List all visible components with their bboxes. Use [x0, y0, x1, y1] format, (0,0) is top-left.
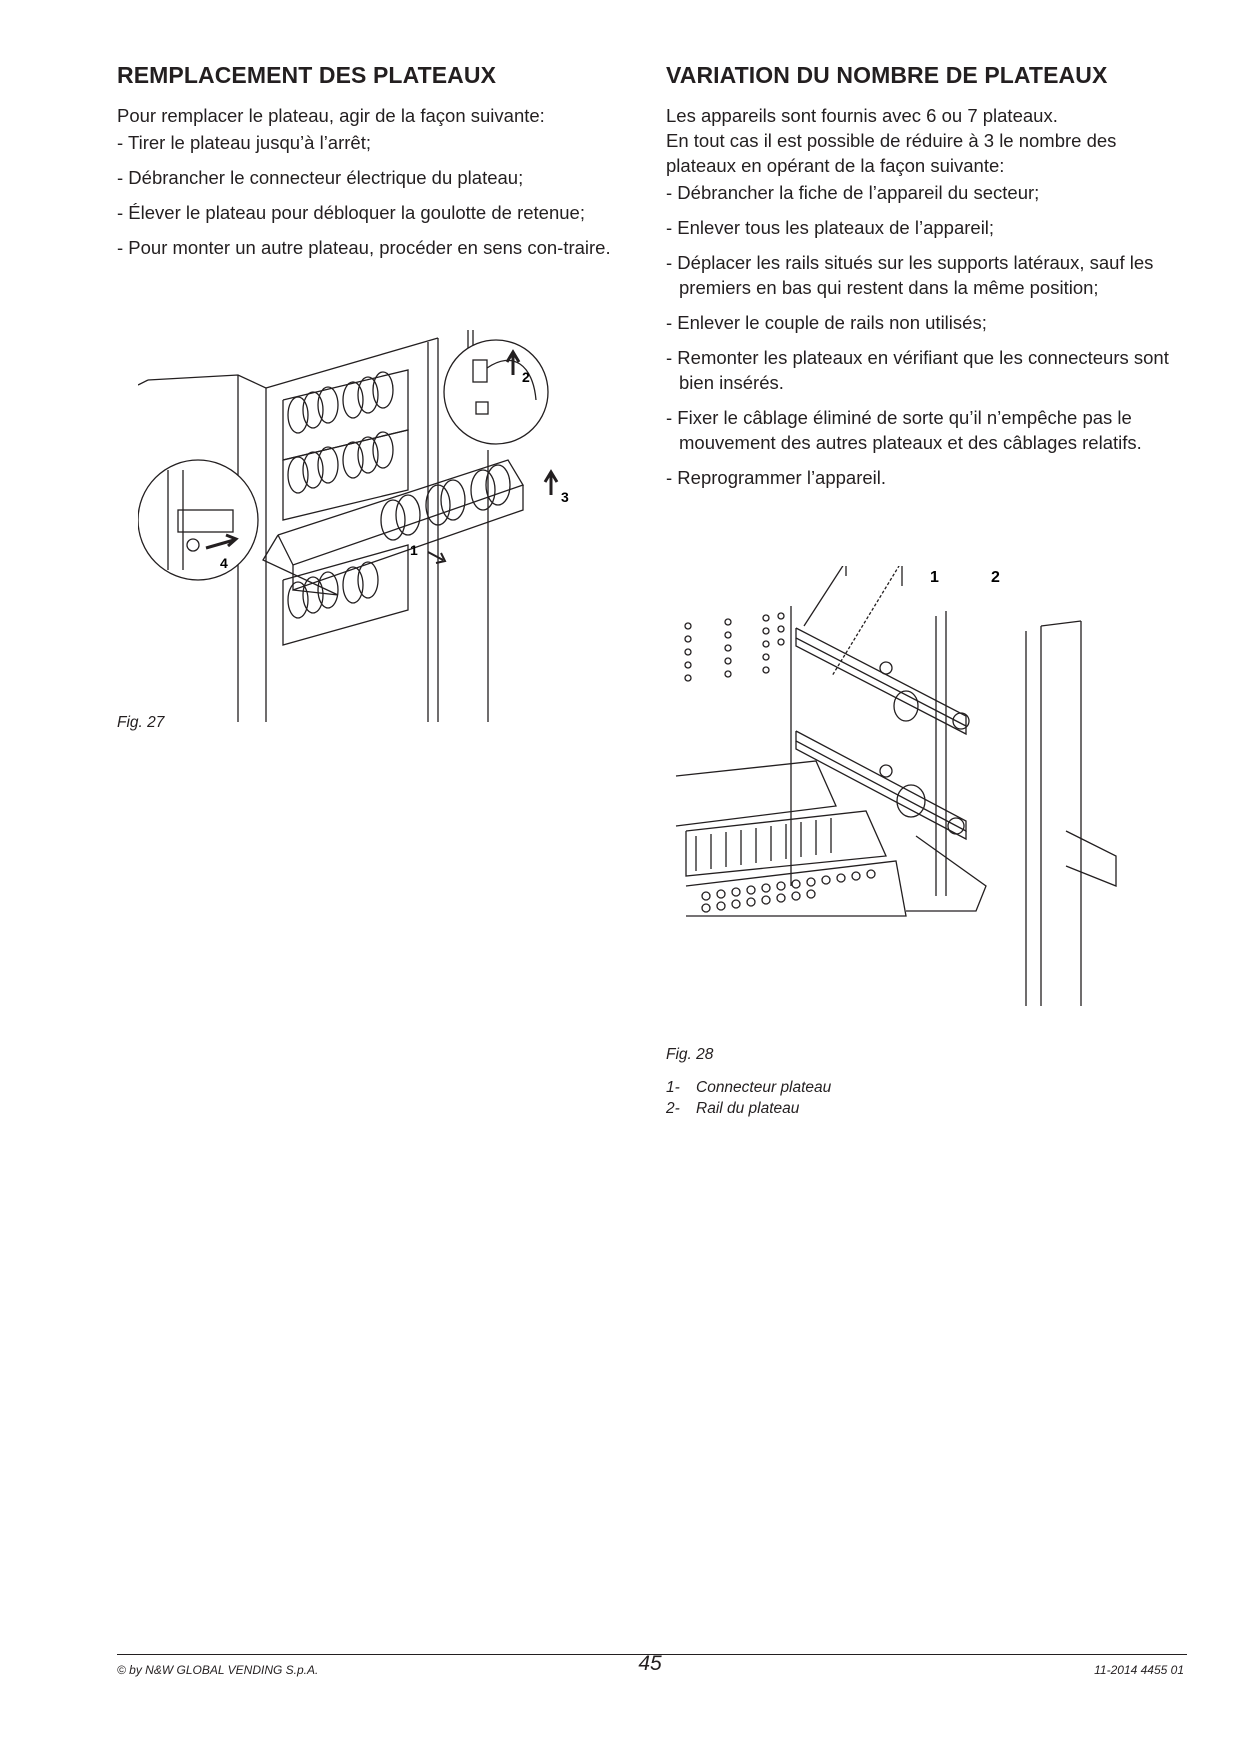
legend-number: 1- [666, 1079, 680, 1096]
callout-4: 4 [220, 555, 228, 571]
callout-1: 1 [410, 542, 418, 558]
footer-document-code: 11-2014 4455 01 [1094, 1663, 1184, 1677]
step-item: - Reprogrammer l’appareil. [666, 467, 887, 488]
figure-28-callouts [666, 566, 1181, 606]
step-item: - Déplacer les rails situés sur les supports latéraux, sauf les premiers en bas qui restent dans la même position; [666, 252, 1154, 298]
legend-text: Rail du plateau [696, 1100, 800, 1117]
callout-1: 1 [930, 569, 939, 586]
callout-2: 2 [991, 569, 1000, 586]
section-tray-replacement [117, 62, 637, 260]
section-title: VARIATION DU NOMBRE DE PLATEAUX [666, 62, 1108, 88]
step-item: - Remonter les plateaux en vérifiant que les connecteurs sont bien insérés. [666, 347, 1169, 393]
step-item: - Tirer le plateau jusqu’à l’arrêt; [117, 132, 371, 153]
figure-28-legend [666, 1077, 831, 1119]
step-item: - Fixer le câblage éliminé de sorte qu’il n’empêche pas le mouvement des autres plateaux et des câblages relatifs. [666, 407, 1142, 453]
callout-2: 2 [522, 369, 530, 385]
step-item: - Pour monter un autre plateau, procéder en sens con-traire. [117, 237, 611, 258]
figure-27-callouts [138, 330, 630, 722]
step-item: - Débrancher le connecteur électrique du plateau; [117, 167, 524, 188]
section-intro-line: En tout cas il est possible de réduire à 3 le nombre des plateaux en opérant de la façon suivante: [666, 130, 1117, 176]
figure-28-caption: Fig. 28 [666, 1046, 714, 1063]
section-title: REMPLACEMENT DES PLATEAUX [117, 62, 497, 88]
legend-item [666, 1077, 831, 1098]
figure-28-illustration [666, 566, 1181, 1022]
section-intro: Pour remplacer le plateau, agir de la façon suivante: [117, 105, 545, 126]
step-item: - Enlever le couple de rails non utilisés; [666, 312, 987, 333]
legend-item [666, 1098, 831, 1119]
legend-number: 2- [666, 1100, 680, 1117]
section-tray-count [666, 62, 1186, 490]
figure-27-caption: Fig. 27 [117, 714, 165, 731]
steps-list [666, 180, 1186, 490]
callout-3: 3 [561, 489, 569, 505]
step-item: - Enlever tous les plateaux de l’appareil; [666, 217, 995, 238]
legend-text: Connecteur plateau [696, 1079, 832, 1096]
steps-list [117, 130, 637, 260]
step-item: - Élever le plateau pour débloquer la goulotte de retenue; [117, 202, 585, 223]
footer-copyright: © by N&W GLOBAL VENDING S.p.A. [117, 1663, 319, 1677]
section-intro-line: Les appareils sont fournis avec 6 ou 7 plateaux. [666, 105, 1058, 126]
page-number: 45 [638, 1652, 662, 1675]
step-item: - Débrancher la fiche de l’appareil du secteur; [666, 182, 1040, 203]
